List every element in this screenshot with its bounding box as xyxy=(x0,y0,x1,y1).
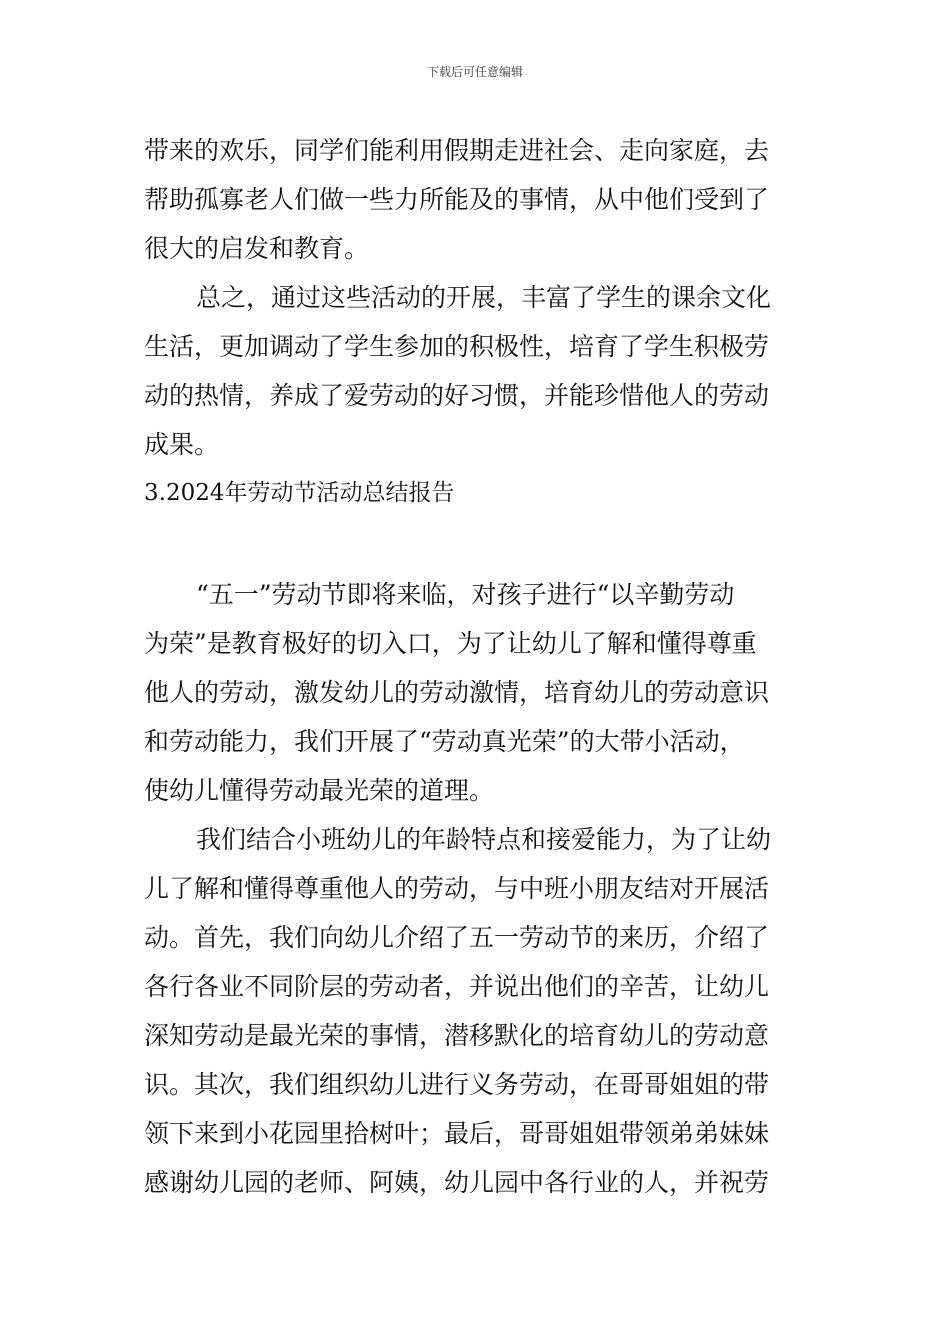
text-line: 和劳动能力，我们开展了“劳动真光荣”的大带小活动， xyxy=(144,727,745,756)
text-line: 动。首先，我们向幼儿介绍了五一劳动节的来历，介绍了 xyxy=(144,923,770,952)
text-line: 儿了解和懂得尊重他人的劳动，与中班小朋友结对开展活 xyxy=(144,874,770,903)
paragraph-1 xyxy=(144,126,809,273)
text-line: 感谢幼儿园的老师、阿姨，幼儿园中各行业的人，并祝劳 xyxy=(144,1168,770,1197)
text-line: 识。其次，我们组织幼儿进行义务劳动，在哥哥姐姐的带 xyxy=(144,1070,770,1099)
text-line: 各行各业不同阶层的劳动者，并说出他们的辛苦，让幼儿 xyxy=(144,972,770,1001)
text-line: 深知劳动是最光荣的事情，潜移默化的培育幼儿的劳动意 xyxy=(144,1021,770,1050)
text-line: 带来的欢乐，同学们能利用假期走进社会、走向家庭，去 xyxy=(144,136,770,165)
document-body xyxy=(144,126,809,1207)
paragraph-3 xyxy=(144,570,809,815)
text-line: 为荣”是教育极好的切入口，为了让幼儿了解和懂得尊重 xyxy=(144,629,757,658)
text-line: “五一”劳动节即将来临，对孩子进行“以辛勤劳动 xyxy=(196,580,735,609)
page-header-note: 下载后可任意编辑 xyxy=(426,65,523,79)
text-line: 成果。 xyxy=(144,430,220,459)
paragraph-2 xyxy=(144,273,809,469)
text-line: 领下来到小花园里拾树叶；最后，哥哥姐姐带领弟弟妹妹 xyxy=(144,1119,770,1148)
section-title: 3.2024年劳动节活动总结报告 xyxy=(144,480,455,506)
text-line: 他人的劳动，激发幼儿的劳动激情，培育幼儿的劳动意识 xyxy=(144,678,770,707)
text-line: 很大的启发和教育。 xyxy=(144,234,370,263)
spacer xyxy=(144,518,809,570)
text-line: 生活，更加调动了学生参加的积极性，培育了学生积极劳 xyxy=(144,332,770,361)
text-line: 动的热情，养成了爱劳动的好习惯，并能珍惜他人的劳动 xyxy=(144,381,770,410)
text-line: 我们结合小班幼儿的年龄特点和接爱能力，为了让幼 xyxy=(196,825,772,854)
text-line: 总之，通过这些活动的开展，丰富了学生的课余文化 xyxy=(196,283,772,312)
paragraph-4 xyxy=(144,815,809,1207)
text-line: 使幼儿懂得劳动最光荣的道理。 xyxy=(144,776,495,805)
text-line: 帮助孤寡老人们做一些力所能及的事情，从中他们受到了 xyxy=(144,185,770,214)
